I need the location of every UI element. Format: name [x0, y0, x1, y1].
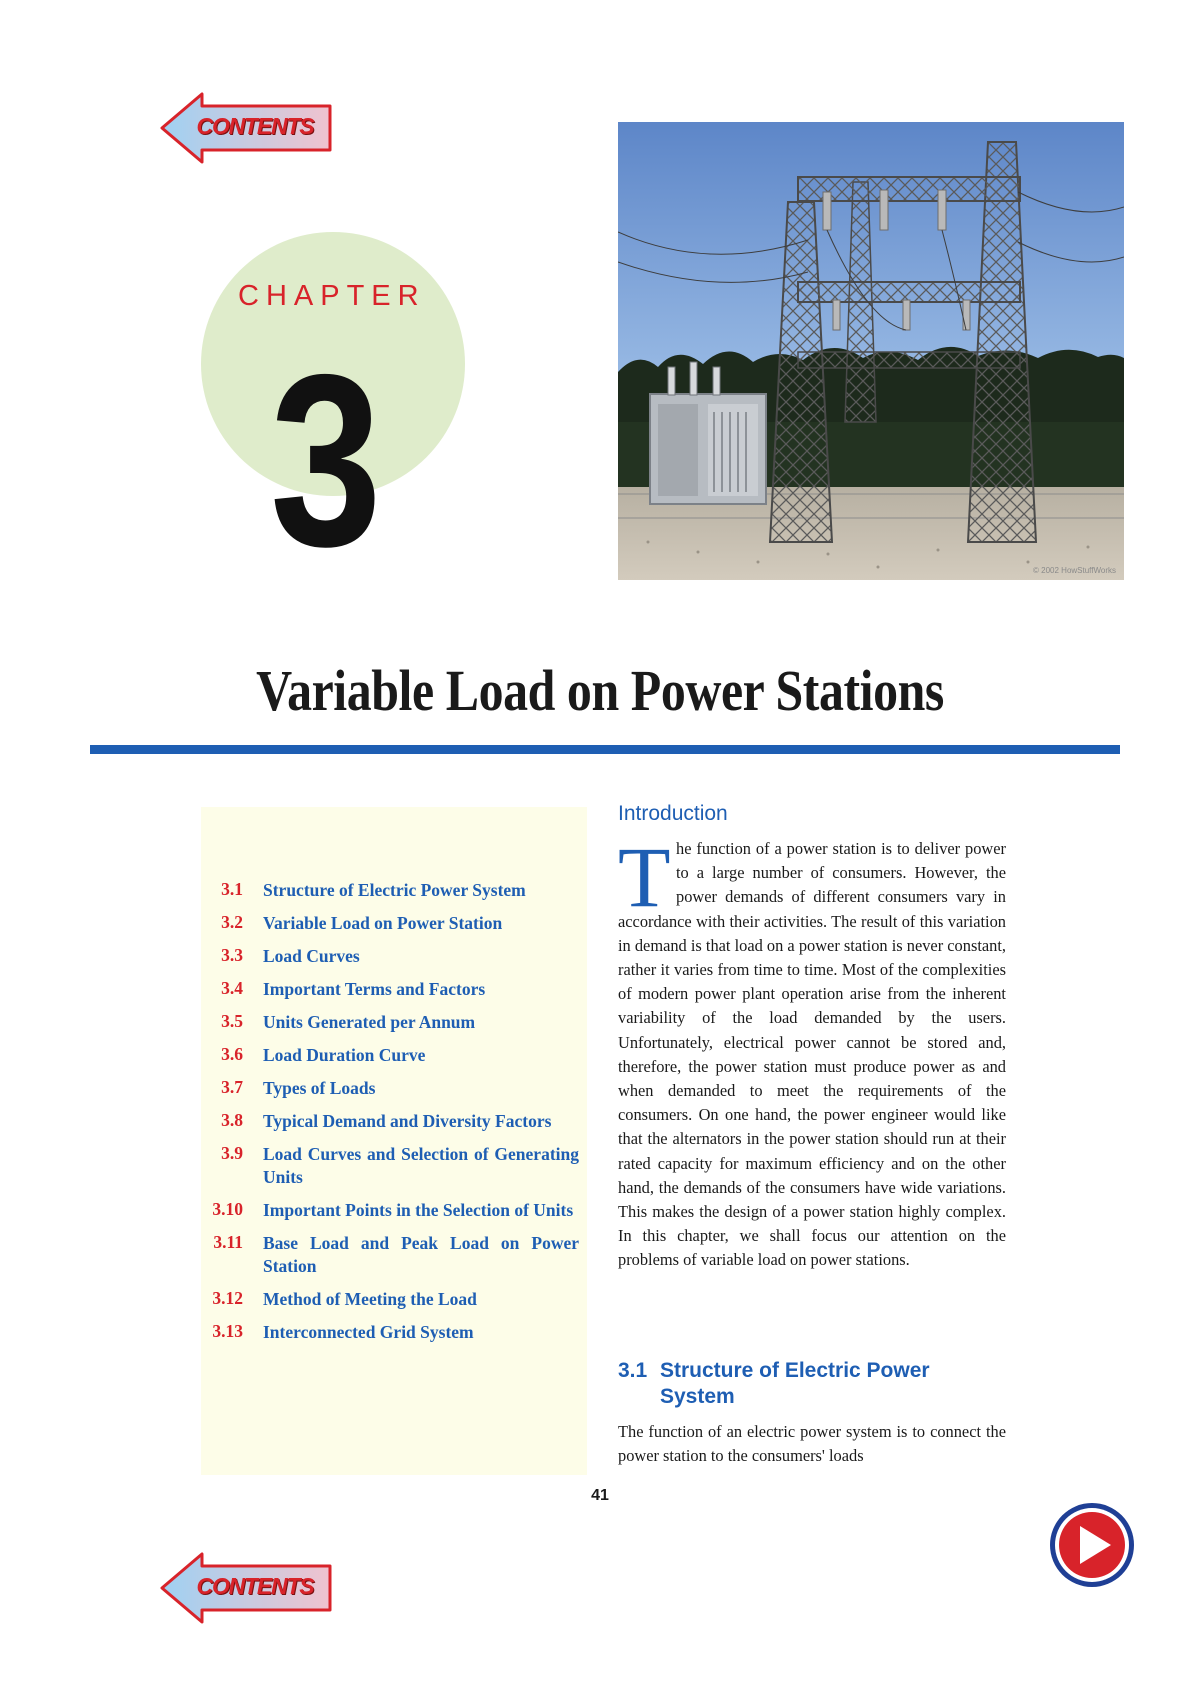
page-number: 41 — [591, 1487, 609, 1504]
chapter-title: Variable Load on Power Stations — [256, 658, 944, 723]
toc-item-title[interactable]: Base Load and Peak Load on Power Station — [263, 1233, 579, 1276]
photo-credit: © 2002 HowStuffWorks — [1033, 566, 1116, 575]
toc-item[interactable] — [201, 1011, 587, 1034]
toc-item-number: 3.11 — [213, 1232, 243, 1252]
toc-item-title[interactable]: Important Terms and Factors — [263, 979, 486, 999]
toc-item[interactable] — [201, 1199, 587, 1222]
toc-list — [201, 879, 587, 1354]
toc-item-number: 3.8 — [221, 1110, 243, 1130]
toc-item-number: 3.7 — [221, 1077, 243, 1097]
toc-item[interactable] — [201, 1288, 587, 1311]
toc-item[interactable] — [201, 978, 587, 1001]
intro-paragraph — [618, 837, 1006, 1273]
drop-cap: T — [618, 829, 671, 925]
toc-item-number: 3.13 — [212, 1321, 243, 1341]
toc-item[interactable] — [201, 1321, 587, 1344]
substation-photo — [618, 122, 1124, 580]
toc-item[interactable] — [201, 1143, 587, 1189]
toc-item[interactable] — [201, 1044, 587, 1067]
section-title-line2: System — [660, 1385, 735, 1408]
toc-item[interactable] — [201, 1077, 587, 1100]
toc-item-title[interactable]: Load Curves — [263, 946, 360, 966]
toc-item[interactable] — [201, 912, 587, 935]
play-next-icon — [1047, 1500, 1137, 1590]
contents-button-bottom[interactable] — [160, 1552, 332, 1624]
contents-label: CONTENTS — [196, 113, 314, 139]
toc-item-title[interactable]: Interconnected Grid System — [263, 1322, 474, 1342]
toc-item-number: 3.2 — [221, 912, 243, 932]
contents-button-top[interactable] — [160, 92, 332, 164]
chapter-toc — [201, 807, 587, 1475]
toc-item-number: 3.10 — [212, 1199, 243, 1219]
toc-item-title[interactable]: Load Duration Curve — [263, 1045, 426, 1065]
section-heading — [618, 1358, 1018, 1410]
intro-body: he function of a power station is to deliver power to a large number of consumers. However, the power demands of different consumers vary in accordance with their activities. The result of this variation in demand is that load on a power station is never constant, rather it varies from time to time. Most of the complexities of modern power plant operation arise from the inherent variability of the load demanded by the users. Unfortunately, electrical power cannot be stored and, therefore, the power station must produce power as and when demanded to meet the requirements of the consumers. On one hand, the power engineer would like that the alternators in the power station should run at their rated capacity for maximum efficiency and on the other hand, the demands of the consumers have wide variations. This makes the design of a power station highly complex. In this chapter, we shall focus our attention on the problems of variable load on power stations. — [618, 839, 1006, 1270]
section-number: 3.1 — [618, 1359, 648, 1382]
toc-item[interactable] — [201, 1232, 587, 1278]
toc-item-number: 3.4 — [221, 978, 243, 998]
intro-heading: Introduction — [618, 802, 728, 825]
toc-item-number: 3.1 — [221, 879, 243, 899]
section-title-line1: Structure of Electric Power — [660, 1359, 930, 1382]
toc-item-title[interactable]: Units Generated per Annum — [263, 1012, 476, 1032]
toc-item-title[interactable]: Important Points in the Selection of Units — [263, 1200, 574, 1220]
next-page-button[interactable] — [1047, 1500, 1137, 1590]
chapter-label: CHAPTER — [238, 280, 426, 312]
toc-item[interactable] — [201, 1110, 587, 1133]
section-paragraph: The function of an electric power system is to connect the power station to the consumers' loads — [618, 1422, 1006, 1466]
toc-item[interactable] — [201, 879, 587, 902]
toc-item-title[interactable]: Load Curves and Selection of Generating Units — [263, 1144, 579, 1187]
toc-item-number: 3.9 — [221, 1143, 243, 1163]
toc-item-number: 3.12 — [212, 1288, 243, 1308]
toc-item-number: 3.3 — [221, 945, 243, 965]
title-rule — [90, 745, 1120, 754]
toc-item-number: 3.6 — [221, 1044, 243, 1064]
toc-item-title[interactable]: Types of Loads — [263, 1078, 376, 1098]
toc-item-title[interactable]: Structure of Electric Power System — [263, 880, 526, 900]
contents-label: CONTENTS — [196, 1573, 314, 1599]
toc-item-title[interactable]: Method of Meeting the Load — [263, 1289, 477, 1309]
toc-item-number: 3.5 — [221, 1011, 243, 1031]
toc-item-title[interactable]: Variable Load on Power Station — [263, 913, 503, 933]
toc-item-title[interactable]: Typical Demand and Diversity Factors — [263, 1111, 552, 1131]
toc-item[interactable] — [201, 945, 587, 968]
chapter-number: 3 — [270, 323, 382, 597]
